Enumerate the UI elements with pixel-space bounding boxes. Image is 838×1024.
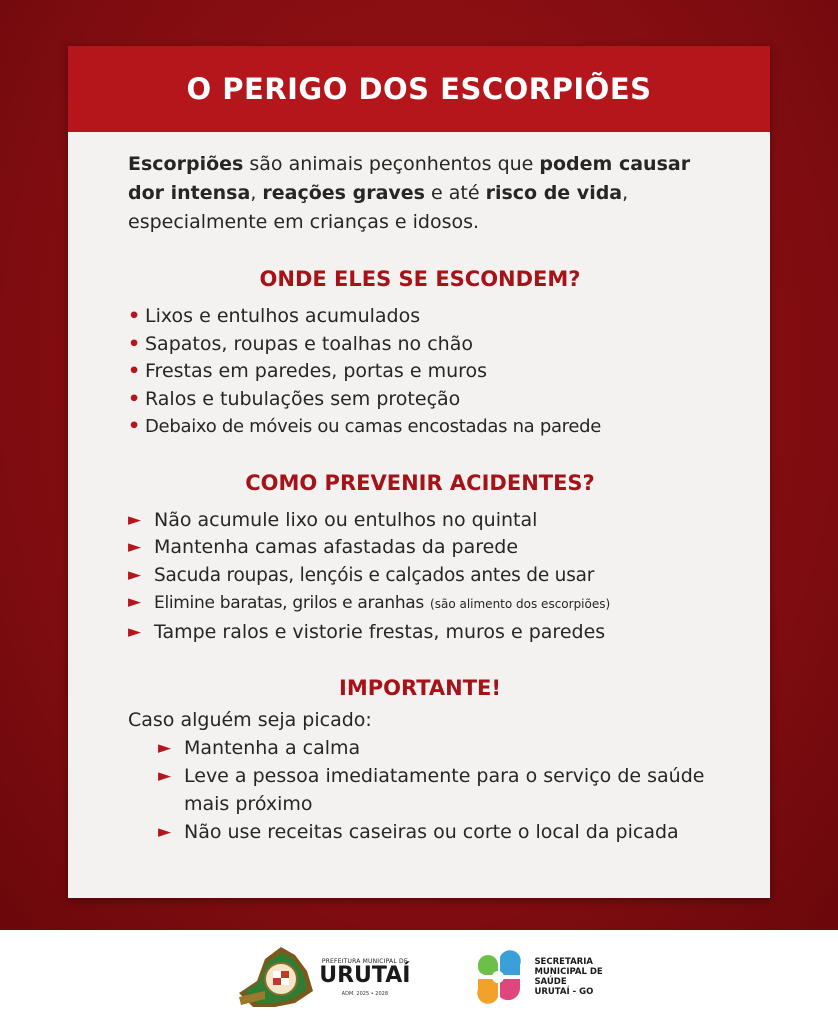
footer (0, 930, 838, 1024)
bullet-dot-icon: • (128, 387, 141, 410)
prevent-section-title: COMO PREVENIR ACIDENTES? (245, 470, 595, 495)
intro-text-1: são animais peçonhentos que (243, 153, 540, 175)
list-item (158, 818, 712, 846)
list-item (128, 358, 712, 386)
hide-section-title: ONDE ELES SE ESCONDEM? (259, 267, 581, 291)
saude-line-4: URUTAÍ - GO (534, 987, 594, 997)
list-item (128, 507, 712, 535)
list-item-text: Lixos e entulhos acumulados (145, 305, 421, 327)
intro-text-2: , (250, 182, 263, 204)
intro-bold-risk: risco de vida (485, 182, 623, 204)
list-item (128, 413, 712, 441)
list-item (128, 534, 712, 562)
list-item (128, 619, 712, 647)
bullet-dot-icon: • (128, 305, 141, 327)
list-item (158, 734, 712, 762)
list-item-text: Tampe ralos e vistorie frestas, muros e paredes (154, 620, 606, 643)
list-item (128, 562, 712, 590)
intro-paragraph (128, 150, 712, 237)
intro-bold-reactions: reações graves (262, 182, 425, 204)
list-item-text: Mantenha a calma (184, 737, 361, 759)
list-item-text: Frestas em paredes, portas e muros (145, 360, 488, 382)
triangle-bullet-icon: ► (128, 509, 142, 530)
important-lead: Caso alguém seja picado: (128, 709, 372, 731)
important-section-title: IMPORTANTE! (339, 676, 501, 700)
list-item-text: Mantenha camas afastadas da parede (154, 536, 519, 558)
saude-line-2: MUNICIPAL DE (534, 967, 603, 977)
list-item-text: Sapatos, roupas e toalhas no chão (145, 332, 473, 355)
list-item (128, 386, 712, 414)
important-steps (128, 734, 712, 846)
list-item (128, 303, 712, 331)
prefeitura-brand (235, 941, 410, 1013)
prevent-list (128, 507, 712, 647)
card-body (68, 132, 770, 846)
list-item-text: Debaixo de móveis ou camas encostadas na parede (145, 416, 602, 437)
prefeitura-text (319, 958, 410, 997)
saude-text (534, 957, 602, 997)
list-item-text: Não acumule lixo ou entulhos no quintal (154, 508, 538, 531)
intro-text-3: e até (424, 182, 486, 204)
intro-bold-pain: podem causar dor intensa (128, 153, 691, 204)
triangle-bullet-icon: ► (128, 621, 142, 642)
list-item-text: Não use receitas caseiras ou corte o local da picada (184, 821, 679, 843)
page-title: O PERIGO DOS ESCORPIÕES (186, 72, 652, 106)
info-card (68, 46, 770, 898)
triangle-bullet-icon: ► (158, 738, 172, 758)
saude-line-1: SECRETARIA (534, 957, 593, 967)
intro-bold-scorpions: Escorpiões (128, 153, 244, 175)
prefeitura-adm: ADM. 2025 • 2028 (341, 990, 389, 997)
list-item (128, 331, 712, 359)
triangle-bullet-icon: ► (128, 537, 142, 557)
hide-list (128, 303, 712, 441)
triangle-bullet-icon: ► (128, 564, 142, 585)
prefeitura-logo-icon (235, 941, 317, 1013)
prefeitura-name: URUTAÍ (319, 962, 411, 988)
list-item-text: Elimine baratas, grilos e aranhas (154, 593, 424, 613)
triangle-bullet-icon: ► (158, 822, 172, 842)
list-item-text: Leve a pessoa imediatamente para o serviço de saúde mais próximo (184, 765, 705, 815)
bullet-dot-icon: • (128, 360, 141, 382)
triangle-bullet-icon: ► (128, 592, 142, 612)
triangle-bullet-icon: ► (158, 766, 172, 786)
list-item-text: Ralos e tubulações sem proteção (145, 387, 461, 410)
saude-line-3: SAÚDE (534, 977, 567, 987)
saude-logo-icon (470, 949, 528, 1005)
list-item-note: (são alimento dos escorpiões) (430, 597, 611, 611)
list-item (128, 589, 712, 619)
bullet-dot-icon: • (128, 415, 141, 437)
saude-brand (470, 949, 602, 1005)
card-header (68, 46, 770, 132)
list-item (158, 762, 712, 818)
intro-text-4: , especialmente em crianças e idosos. (128, 182, 629, 233)
list-item-text: Sacuda roupas, lençóis e calçados antes de usar (154, 564, 595, 586)
bullet-dot-icon: • (128, 332, 141, 355)
prefeitura-label: PREFEITURA MUNICIPAL DE (321, 957, 408, 965)
